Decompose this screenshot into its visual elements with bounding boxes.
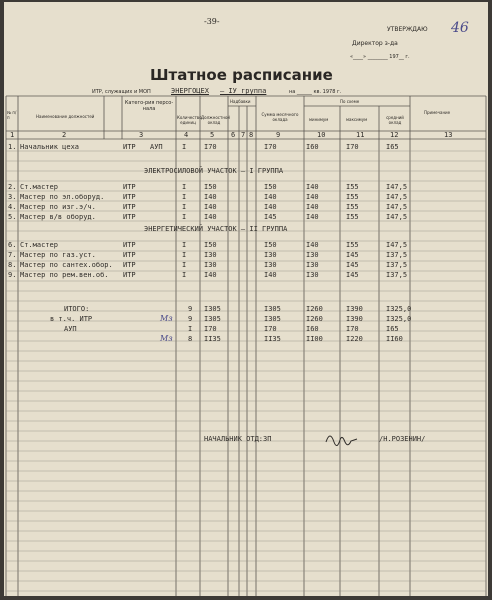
table-cell-salary: I40	[204, 203, 217, 211]
total-cell-max: I220	[346, 335, 363, 343]
table-cell-min: I40	[306, 193, 319, 201]
total-cell-avg: I325,0	[386, 305, 412, 313]
col-header-position: Наименование должностей	[36, 114, 95, 119]
col-header-by-scheme: По схеме	[340, 99, 360, 104]
page-number: -39-	[204, 17, 220, 26]
section-heading: ЭЛЕКТРОСИЛОВОЙ УЧАСТОК – I ГРУППА	[144, 167, 284, 175]
table-cell-avg: I37,5	[386, 251, 408, 259]
table-cell-cat: ИТР	[123, 193, 136, 201]
total-cell-count: I	[188, 325, 193, 333]
total-cell-salary: I70	[204, 325, 217, 333]
table-cell-min: I60	[306, 143, 319, 151]
approval-title: УТВЕРЖДАЮ	[387, 26, 428, 33]
total-cell-min: II00	[306, 335, 323, 343]
table-cell-avg: I65	[386, 143, 399, 151]
handwritten-mark: Мз	[160, 334, 173, 343]
table-cell-salary: I30	[204, 251, 217, 259]
total-cell-max: I390	[346, 315, 363, 323]
table-cell-count: I	[182, 213, 187, 221]
total-cell-max: I70	[346, 325, 359, 333]
total-cell-salary: I305	[204, 305, 221, 313]
total-cell-salary: I305	[204, 315, 221, 323]
total-cell-min: I60	[306, 325, 319, 333]
table-cell-sum: I40	[264, 271, 277, 279]
table-cell-grp: АУП	[150, 143, 163, 151]
table-cell-sum: I30	[264, 251, 277, 259]
table-cell-count: I	[182, 183, 187, 191]
table-cell-avg: I47,5	[386, 203, 408, 211]
column-number: 5	[210, 131, 215, 139]
col-header-max: максимум	[346, 117, 368, 122]
column-number: 4	[184, 131, 189, 139]
col-header-bonuses: Надбавки	[230, 99, 251, 104]
approval-director: Директор з-да	[352, 40, 398, 47]
table-cell-max: I45	[346, 261, 359, 269]
table-cell-max: I55	[346, 241, 359, 249]
table-cell-min: I40	[306, 203, 319, 211]
table-cell-n: 7.	[8, 251, 17, 259]
total-label: в т.ч. ИТР	[50, 315, 93, 323]
table-cell-position: Ст.мастер	[20, 241, 58, 249]
table-cell-min: I30	[306, 261, 319, 269]
table-cell-count: I	[182, 203, 187, 211]
table-cell-sum: I30	[264, 261, 277, 269]
section-heading: ЭНЕРГЕТИЧЕСКИЙ УЧАСТОК – II ГРУППА	[144, 225, 288, 233]
table-cell-sum: I70	[264, 143, 277, 151]
column-number: 8	[249, 131, 254, 139]
table-cell-salary: I40	[204, 193, 217, 201]
table-cell-max: I55	[346, 203, 359, 211]
table-cell-avg: I47,5	[386, 183, 408, 191]
table-cell-salary: I50	[204, 241, 217, 249]
table-cell-position: Ст.мастер	[20, 183, 58, 191]
table-cell-position: Мастер по изг.э/ч.	[20, 203, 96, 211]
column-number: 10	[317, 131, 326, 139]
total-cell-avg: I65	[386, 325, 399, 333]
table-cell-n: 8.	[8, 261, 17, 269]
col-header-min: минимум	[309, 117, 329, 122]
table-cell-cat: ИТР	[123, 261, 136, 269]
table-cell-count: I	[182, 271, 187, 279]
table-cell-max: I70	[346, 143, 359, 151]
table-cell-avg: I37,5	[386, 261, 408, 269]
table-cell-n: 3.	[8, 193, 17, 201]
signature-name: /Н.РОЗЕНИН/	[379, 435, 426, 443]
table-cell-min: I30	[306, 251, 319, 259]
col-header-salary: Должностной оклад	[201, 115, 230, 125]
signature-scribble	[326, 436, 357, 446]
handwritten-mark: Мз	[160, 314, 173, 323]
table-cell-min: I40	[306, 241, 319, 249]
table-cell-n: 6.	[8, 241, 17, 249]
column-number: 3	[139, 131, 144, 139]
table-cell-position: Мастер в/в оборуд.	[20, 213, 96, 221]
table-cell-cat: ИТР	[123, 271, 136, 279]
table-cell-cat: ИТР	[123, 203, 136, 211]
column-number: 1	[10, 131, 15, 139]
table-cell-salary: I40	[204, 271, 217, 279]
total-cell-min: I260	[306, 315, 323, 323]
total-cell-count: 8	[188, 335, 193, 343]
column-number: 11	[356, 131, 365, 139]
table-cell-sum: I45	[264, 213, 277, 221]
table-cell-salary: I70	[204, 143, 217, 151]
table-cell-n: 9.	[8, 271, 17, 279]
table-cell-n: 2.	[8, 183, 17, 191]
table-cell-avg: I47,5	[386, 213, 408, 221]
table-cell-n: 4.	[8, 203, 17, 211]
table-cell-count: I	[182, 241, 187, 249]
subtitle-prefix: ИТР, служащих и МОП	[92, 89, 151, 95]
archive-mark: 46	[451, 20, 469, 36]
table-cell-position: Начальник цеха	[20, 143, 80, 151]
table-cell-min: I30	[306, 271, 319, 279]
table-cell-position: Мастер по сантех.обор.	[20, 261, 113, 269]
table-cell-salary: I40	[204, 213, 217, 221]
column-number: 9	[276, 131, 281, 139]
col-header-sum: Сумма месячного оклада	[261, 112, 299, 122]
total-cell-sum: I305	[264, 315, 281, 323]
table-cell-cat: ИТР	[123, 143, 136, 151]
total-cell-sum: I70	[264, 325, 277, 333]
table-cell-max: I55	[346, 183, 359, 191]
total-cell-count: 9	[188, 305, 193, 313]
column-number: 13	[444, 131, 453, 139]
signature-label: НАЧАЛЬНИК ОТД:ЗП	[204, 435, 272, 443]
table-cell-min: I40	[306, 183, 319, 191]
table-cell-sum: I40	[264, 193, 277, 201]
col-header-n: № п/п	[7, 110, 17, 120]
table-cell-sum: I40	[264, 203, 277, 211]
table-cell-cat: ИТР	[123, 241, 136, 249]
subtitle-shop: ЭНЕРГОЦЕХ	[171, 87, 209, 95]
table-cell-position: Мастер по эл.оборуд.	[20, 193, 105, 201]
table-cell-count: I	[182, 193, 187, 201]
table-cell-cat: ИТР	[123, 251, 136, 259]
total-label: АУП	[64, 325, 77, 333]
col-header-avg: средний оклад	[386, 115, 404, 125]
table-cell-max: I45	[346, 271, 359, 279]
table-cell-max: I45	[346, 251, 359, 259]
table-cell-avg: I47,5	[386, 241, 408, 249]
total-cell-sum: II35	[264, 335, 281, 343]
column-number: 6	[231, 131, 236, 139]
total-cell-max: I390	[346, 305, 363, 313]
subtitle-group: – IУ группа	[220, 87, 267, 95]
col-header-note: Примечание	[424, 110, 451, 115]
table-cell-count: I	[182, 143, 187, 151]
subtitle-period: на ______ кв. 1978 г.	[289, 89, 342, 95]
col-header-category: Катего-рия персо-нала	[124, 100, 174, 112]
table-cell-sum: I50	[264, 241, 277, 249]
column-number: 12	[390, 131, 399, 139]
table-cell-cat: ИТР	[123, 213, 136, 221]
table-cell-avg: I47,5	[386, 193, 408, 201]
column-number: 7	[241, 131, 246, 139]
table-cell-count: I	[182, 261, 187, 269]
table-cell-position: Мастер по газ.уст.	[20, 251, 96, 259]
document-title: Штатное расписание	[150, 66, 333, 84]
table-cell-n: 5.	[8, 213, 17, 221]
approval-date-line: «____» ________ 197__ г.	[350, 54, 410, 60]
total-cell-sum: I305	[264, 305, 281, 313]
total-cell-avg: I325,0	[386, 315, 412, 323]
table-cell-min: I40	[306, 213, 319, 221]
table-cell-max: I55	[346, 193, 359, 201]
total-cell-min: I260	[306, 305, 323, 313]
total-cell-avg: II60	[386, 335, 403, 343]
column-number: 2	[62, 131, 67, 139]
table-cell-cat: ИТР	[123, 183, 136, 191]
table-cell-salary: I50	[204, 183, 217, 191]
table-cell-avg: I37,5	[386, 271, 408, 279]
table-cell-position: Мастер по рем.вен.об.	[20, 271, 109, 279]
table-cell-count: I	[182, 251, 187, 259]
total-cell-count: 9	[188, 315, 193, 323]
table-cell-sum: I50	[264, 183, 277, 191]
table-cell-max: I55	[346, 213, 359, 221]
document-page	[4, 2, 488, 596]
table-cell-n: 1.	[8, 143, 17, 151]
total-cell-salary: II35	[204, 335, 221, 343]
table-cell-salary: I30	[204, 261, 217, 269]
col-header-count: Количество единиц	[177, 115, 202, 125]
total-label: ИТОГО:	[64, 305, 90, 313]
